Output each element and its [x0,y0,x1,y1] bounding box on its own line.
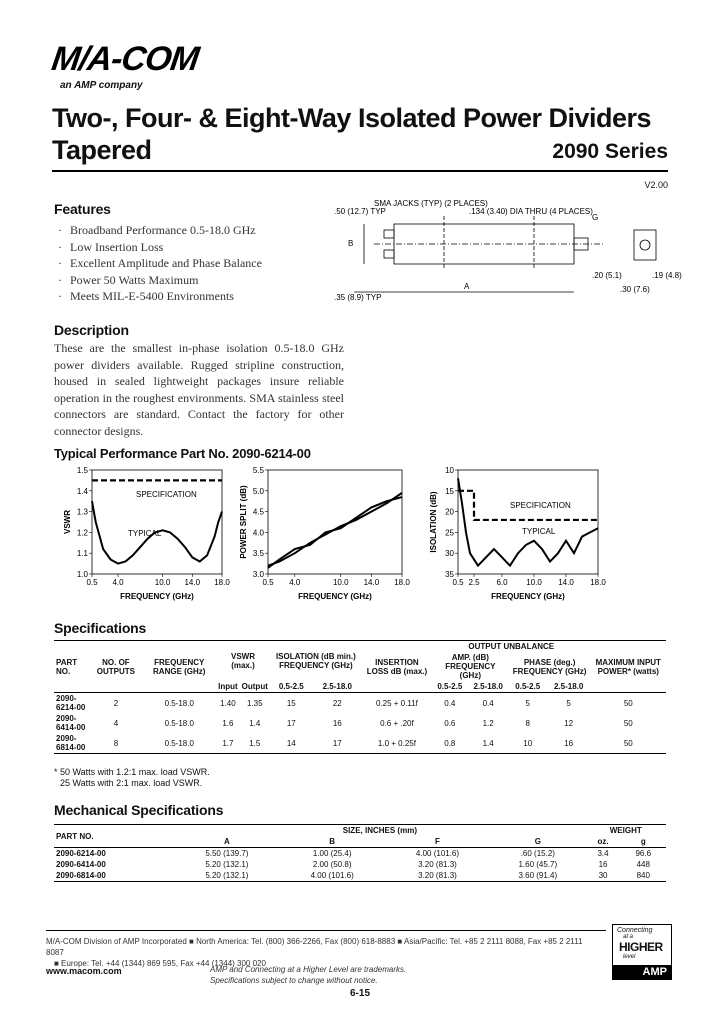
dim-label: A [464,282,470,291]
x-tick-label: 14.0 [558,578,574,587]
table-cell: 5.50 (139.7) [205,849,249,858]
table-row [54,848,666,860]
dim-label: .30 (7.6) [620,285,650,294]
col-amp: AMP. (dB) FREQUENCY (GHz) [445,653,496,680]
x-tick-label: 0.5 [86,578,98,587]
vswr-chart [40,462,240,608]
table-cell: 2090-6214-00 [56,849,106,858]
col-size: SIZE, INCHES (mm) [342,826,417,835]
table-cell: 10 [523,738,533,748]
dim-label: SMA JACKS (TYP) (2 PLACES) [374,199,488,208]
table-cell: 2.00 (50.8) [312,860,352,869]
col-insertion: INSERTION LOSS dB (max.) [366,657,428,676]
x-tick-label: 18.0 [394,578,410,587]
x-axis-title: FREQUENCY (GHz) [120,592,194,601]
dim-label: .35 (8.9) TYP [334,293,382,302]
table-cell: 2090-6214-00 [56,694,86,712]
chart-annotation: SPECIFICATION [510,501,571,510]
x-tick-label: 6.0 [496,578,508,587]
table-cell: 50 [623,698,633,708]
dim-label: .19 (4.8) [652,271,682,280]
table-cell: 1.60 (45.7) [518,860,558,869]
dim-label: G [592,213,599,222]
col-ub-d: 2.5-18.0 [553,682,584,691]
y-tick-label: 3.5 [252,549,264,559]
table-cell: 1.4 [482,738,494,748]
col-part-no: PART NO. [56,657,78,676]
series-label: 2090 Series [552,140,668,163]
table-cell: 0.6 + .20f [380,718,414,728]
footer-rule [46,930,606,931]
chart-annotation: TYPICAL [128,529,162,538]
feature-item: · Broadband Performance 0.5-18.0 GHz [58,222,262,239]
x-tick-label: 18.0 [590,578,606,587]
col-iso-a: 0.5-2.5 [278,682,304,691]
col-g: G [534,837,541,846]
y-tick-label: 5.5 [252,466,264,475]
table-cell: 2090-6414-00 [56,860,106,869]
table-cell: 1.2 [482,718,494,728]
table-cell: 5 [525,698,530,708]
table-cell: 2090-6814-00 [56,871,106,880]
x-tick-label: 0.5 [452,578,464,587]
dim-label: B [348,239,354,248]
table-cell: 0.4 [444,698,456,708]
table-cell: 1.00 (25.4) [312,849,352,858]
col-ub-c: 0.5-2.5 [515,682,541,691]
footer-line: ■ Europe: Tel. +44 (1344) 869 595, Fax +44 (1344) 300 020 [54,959,266,968]
table-cell: 16 [332,718,342,728]
table-cell: 1.40 [220,698,236,708]
series-line [458,478,598,565]
dim-label: .50 (12.7) TYP [334,207,386,216]
badge-text: at a [623,934,634,940]
table-cell: .60 (15.2) [520,849,555,858]
table-cell: 1.0 + 0.25f [377,738,416,748]
y-axis-title: ISOLATION (dB) [429,491,438,553]
footer-line: AMP and Connecting at a Higher Level are trademarks. [210,965,407,974]
table-cell: 2 [113,698,119,708]
table-cell: 2090-6414-00 [56,714,86,732]
table-cell: 3.20 (81.3) [418,871,457,880]
chart-annotation: TYPICAL [522,527,556,536]
feature-item: · Excellent Amplitude and Phase Balance [58,255,262,272]
y-tick-label: 4.0 [252,528,264,538]
isolation-chart [424,462,610,608]
col-ub-a: 0.5-2.5 [437,682,463,691]
x-tick-label: 0.5 [262,578,274,587]
outline-drawing [334,196,682,302]
website-link[interactable]: www.macom.com [46,966,122,976]
title-line-1: Two-, Four- & Eight-Way Isolated Power Dividers [52,103,652,133]
title-line-2: Tapered [52,135,152,165]
dim-label: .134 (3.40) DIA THRU (4 PLACES) [469,207,593,216]
col-power: MAXIMUM INPUT POWER* (watts) [595,657,661,676]
x-tick-label: 14.0 [363,578,380,587]
table-cell: 12 [564,718,574,728]
trademark-notice [210,964,406,986]
y-tick-label: 1.2 [76,528,88,538]
table-cell: 22 [332,698,342,708]
table-cell: 448 [636,860,650,869]
table-cell: 3.4 [597,849,609,858]
table-row [54,713,666,733]
page-number: 6-15 [350,988,371,999]
col-isolation: ISOLATION (dB min.) FREQUENCY (GHz) [275,652,356,670]
y-tick-label: 35 [445,570,454,579]
table-cell: 2090-6814-00 [56,734,86,752]
col-oz: oz. [597,837,609,846]
table-cell: 16 [564,738,574,748]
x-tick-label: 10.0 [526,578,542,587]
y-axis-title: POWER SPLIT (dB) [239,485,248,559]
col-a: A [223,837,230,846]
table-cell: 1.35 [246,698,263,708]
col-vswr: VSWR (max.) [230,652,255,670]
plot-frame [458,470,598,574]
x-axis-title: FREQUENCY (GHz) [491,592,565,601]
mechanical-table [54,824,666,882]
table-cell: 1.5 [249,738,261,748]
dim-label: .20 (5.1) [592,271,622,280]
table-cell: 4.00 (101.6) [415,849,460,858]
table-cell: 5.20 (132.1) [205,871,249,880]
table-cell: 30 [598,871,608,880]
table-cell: 14 [286,738,296,748]
col-outputs: NO. OF OUTPUTS [96,657,136,676]
x-tick-label: 4.0 [112,578,124,587]
table-cell: 17 [286,718,296,728]
y-tick-label: 15 [445,486,454,496]
y-tick-label: 1.4 [76,486,88,496]
table-cell: 96.6 [635,849,652,858]
table-cell: 0.5-18.0 [164,698,194,708]
table-row [54,859,666,870]
table-cell: 3.60 (91.4) [518,871,558,880]
feature-item: · Power 50 Watts Maximum [58,272,262,289]
x-axis-title: FREQUENCY (GHz) [298,592,372,601]
table-cell: 5 [566,698,571,708]
footer-line: M/A-COM Division of AMP Incorporated ■ North America: Tel. (800) 366-2266, Fax (800) 618-8883 ■ Asia/Pacific: Tel. +85 2 2111 8088, Fax +85 2 2111 8087 [46,937,583,957]
col-part-no: PART NO. [56,831,94,841]
x-tick-label: 4.0 [289,578,301,587]
col-f: F [435,837,440,846]
x-tick-label: 14.0 [184,578,201,587]
table-cell: 0.5-18.0 [164,718,194,728]
logo-subtitle: an AMP company [60,80,143,91]
connector-face [640,240,650,250]
connector-shape [384,230,394,238]
badge-text: HIGHER [619,940,663,954]
table-cell: 8 [525,718,530,728]
col-weight: WEIGHT [609,826,642,835]
amp-logo: AMP [613,965,671,979]
plot-frame [268,470,402,574]
table-cell: 17 [332,738,342,748]
y-axis-title: VSWR [63,510,72,534]
badge-text: level [623,954,636,960]
col-b: B [329,837,336,846]
y-tick-label: 1.3 [76,507,88,517]
title-rule [52,170,668,172]
table-cell: 50 [623,718,633,728]
col-ub-b: 2.5-18.0 [473,682,503,691]
table-cell: 0.25 + 0.11f [375,698,418,708]
y-tick-label: 5.0 [252,486,264,496]
y-tick-label: 1.0 [76,570,88,579]
y-tick-label: 10 [445,466,454,475]
x-tick-label: 10.0 [154,578,171,587]
table-cell: 15 [286,698,296,708]
badge-text: Connecting [617,927,653,934]
features-list [58,222,262,305]
table-cell: 5.20 (132.1) [205,860,249,869]
specifications-heading: Specifications [54,620,147,636]
table-cell: 1.7 [222,738,234,748]
table-row [54,870,666,882]
table-cell: 1.4 [249,718,261,728]
y-tick-label: 1.5 [76,466,88,475]
table-cell: 0.6 [444,718,456,728]
table-cell: 4 [113,718,119,728]
x-tick-label: 2.5 [468,578,480,587]
table-cell: 50 [623,738,633,748]
table-cell: 1.6 [222,718,234,728]
table-row [54,693,666,714]
spec-note: 25 Watts with 2:1 max. load VSWR. [60,778,203,788]
col-phase: PHASE (deg.) FREQUENCY (GHz) [512,657,587,676]
spec-note: * 50 Watts with 1.2:1 max. load VSWR. [54,767,210,777]
col-unbalance: OUTPUT UNBALANCE [468,642,555,651]
col-iso-b: 2.5-18.0 [322,682,352,691]
table-cell: 16 [598,860,608,869]
connector-shape [384,250,394,258]
table-row [54,733,666,754]
col-vswr-input: Input [218,682,238,691]
power-split-chart [234,462,418,608]
col-grams: g [640,837,646,846]
mechanical-heading: Mechanical Specifications [54,802,224,818]
y-tick-label: 30 [445,549,454,559]
features-heading: Features [54,201,111,217]
footer-line: Specifications subject to change without notice. [210,976,378,985]
feature-item: · Meets MIL-E-5400 Environments [58,288,262,305]
y-tick-label: 25 [445,528,454,538]
y-tick-label: 4.5 [252,507,264,517]
end-view [634,230,656,260]
y-tick-label: 20 [445,507,454,517]
col-frequency: FREQUENCY RANGE (GHz) [153,657,206,676]
description-text: These are the smallest in-phase isolation 0.5-18.0 GHz power dividers available. Rugged stripline construction, housed in sealed lightweight packages insure reliable operation in the roughest environments. SMA stainless steel connectors are standard. Contact the factory for other connector designs. [54,341,344,438]
table-cell: 840 [636,871,650,880]
x-tick-label: 18.0 [214,578,230,587]
macom-logo: M/A-COM [49,40,201,78]
y-tick-label: 3.0 [252,570,264,579]
x-tick-label: 10.0 [332,578,349,587]
description-heading: Description [54,322,129,338]
specifications-table [54,640,666,754]
table-cell: 4.00 (101.6) [310,871,354,880]
table-cell: 0.8 [444,738,456,748]
y-tick-label: 1.1 [76,549,88,559]
version-label: V2.00 [644,180,668,190]
amp-badge [612,924,672,980]
table-cell: 0.4 [482,698,494,708]
performance-heading: Typical Performance Part No. 2090-6214-00 [54,446,311,461]
table-cell: 3.20 (81.3) [418,860,457,869]
feature-item: · Low Insertion Loss [58,239,262,256]
spec-notes [54,767,210,789]
col-vswr-output: Output [241,682,268,691]
table-cell: 8 [113,738,119,748]
table-cell: 0.5-18.0 [164,738,194,748]
chart-annotation: SPECIFICATION [136,490,197,499]
